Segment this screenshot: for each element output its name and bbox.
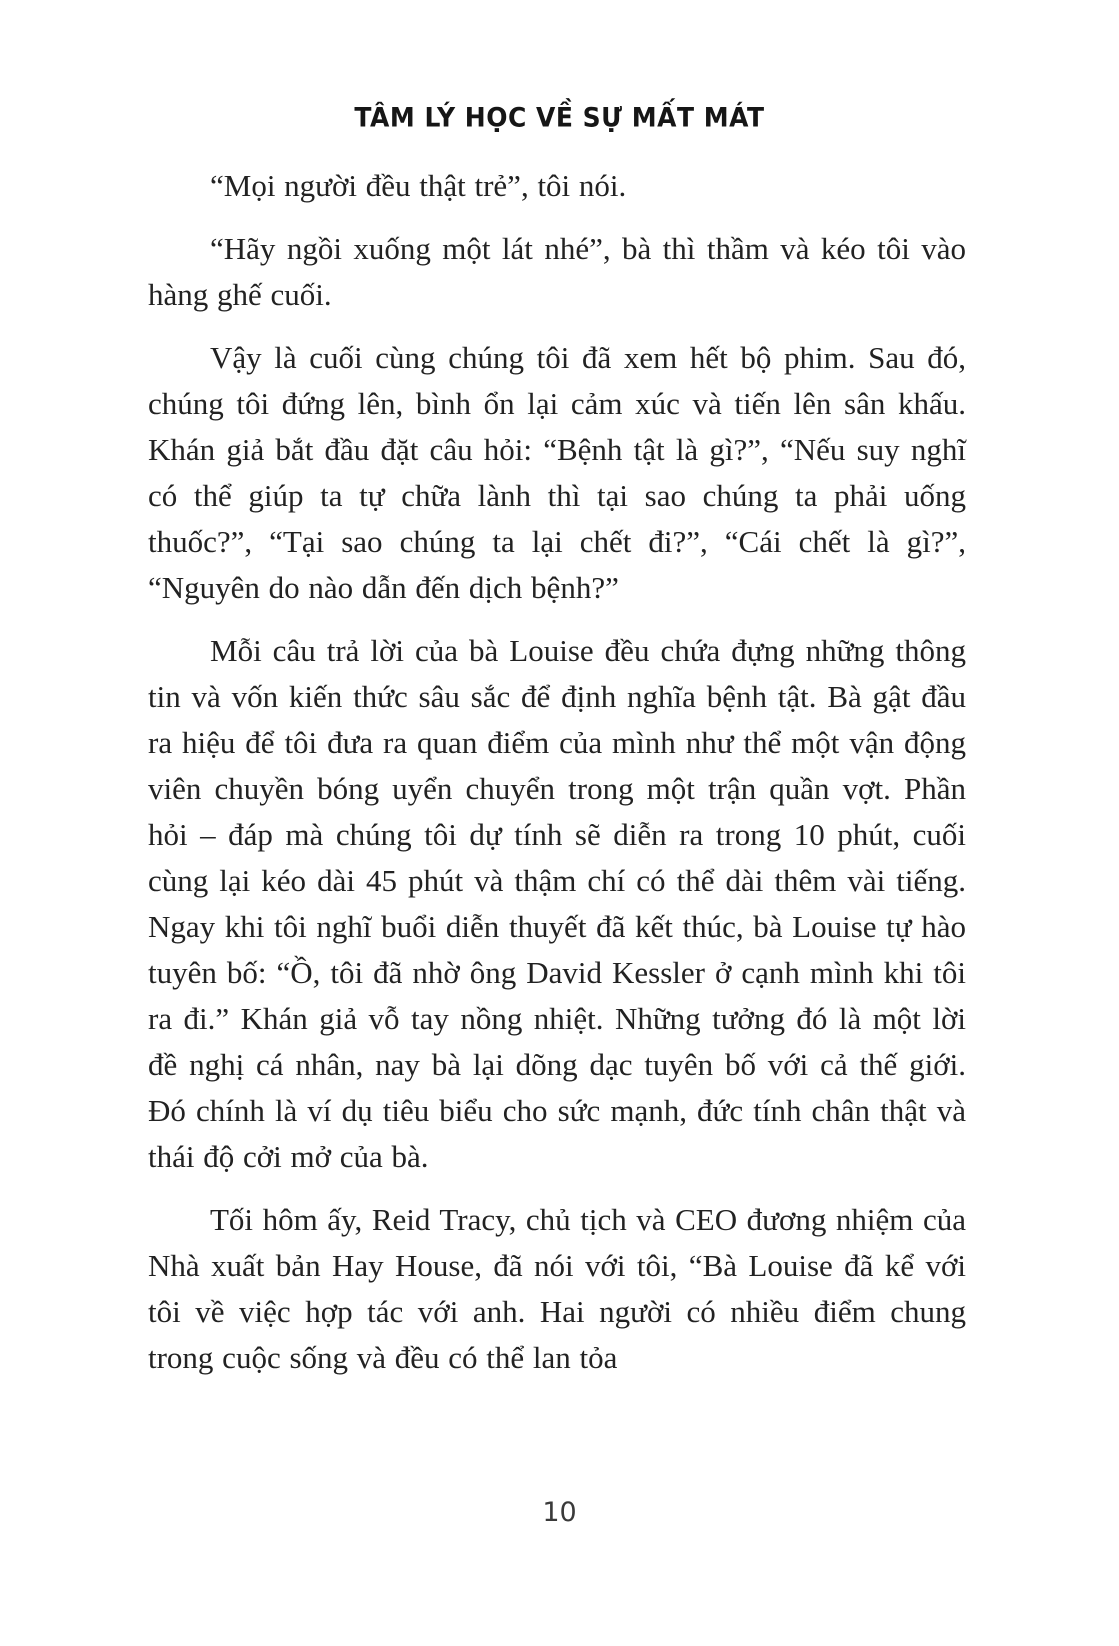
page-number: 10 — [542, 1497, 577, 1528]
body-paragraph: “Mọi người đều thật trẻ”, tôi nói. — [210, 168, 627, 203]
running-header-title: TÂM LÝ HỌC VỀ SỰ MẤT MÁT — [354, 101, 765, 134]
body-paragraph: Mỗi câu trả lời của bà Louise đều chứa đựng những thông tin và vốn kiến thức sâu sắc để định nghĩa bệnh tật. Bà gật đầu ra hiệu để tôi đưa ra quan điểm của mình như thể một vận động viên chuyền bóng uyển chuyển trong một trận quần vợt. Phần hỏi – đáp mà chúng tôi dự tính sẽ diễn ra trong 10 phút, cuối cùng lại kéo dài 45 phút và thậm chí có thể dài thêm vài tiếng. Ngay khi tôi nghĩ buổi diễn thuyết đã kết thúc, bà Louise tự hào tuyên bố: “Ồ, tôi đã nhờ ông David Kessler ở cạnh mình khi tôi ra đi.” Khán giả vỗ tay nồng nhiệt. Những tưởng đó là một lời đề nghị cá nhân, nay bà lại dõng dạc tuyên bố với cả thế giới. Đó chính là ví dụ tiêu biểu cho sức mạnh, đức tính chân thật và thái độ cởi mở của bà. — [148, 633, 966, 1174]
body-paragraph: Tối hôm ấy, Reid Tracy, chủ tịch và CEO đương nhiệm của Nhà xuất bản Hay House, đã nói với tôi, “Bà Louise đã kể với tôi về việc hợp tác với anh. Hai người có nhiều điểm chung trong cuộc sống và đều có thể lan tỏa — [148, 1202, 966, 1375]
body-text-block — [148, 163, 966, 1398]
body-paragraph: Vậy là cuối cùng chúng tôi đã xem hết bộ phim. Sau đó, chúng tôi đứng lên, bình ổn lại cảm xúc và tiến lên sân khấu. Khán giả bắt đầu đặt câu hỏi: “Bệnh tật là gì?”, “Nếu suy nghĩ có thể giúp ta tự chữa lành thì tại sao chúng ta phải uống thuốc?”, “Tại sao chúng ta lại chết đi?”, “Cái chết là gì?”, “Nguyên do nào dẫn đến dịch bệnh?” — [148, 340, 966, 605]
body-paragraph: “Hãy ngồi xuống một lát nhé”, bà thì thầm và kéo tôi vào hàng ghế cuối. — [148, 231, 966, 312]
